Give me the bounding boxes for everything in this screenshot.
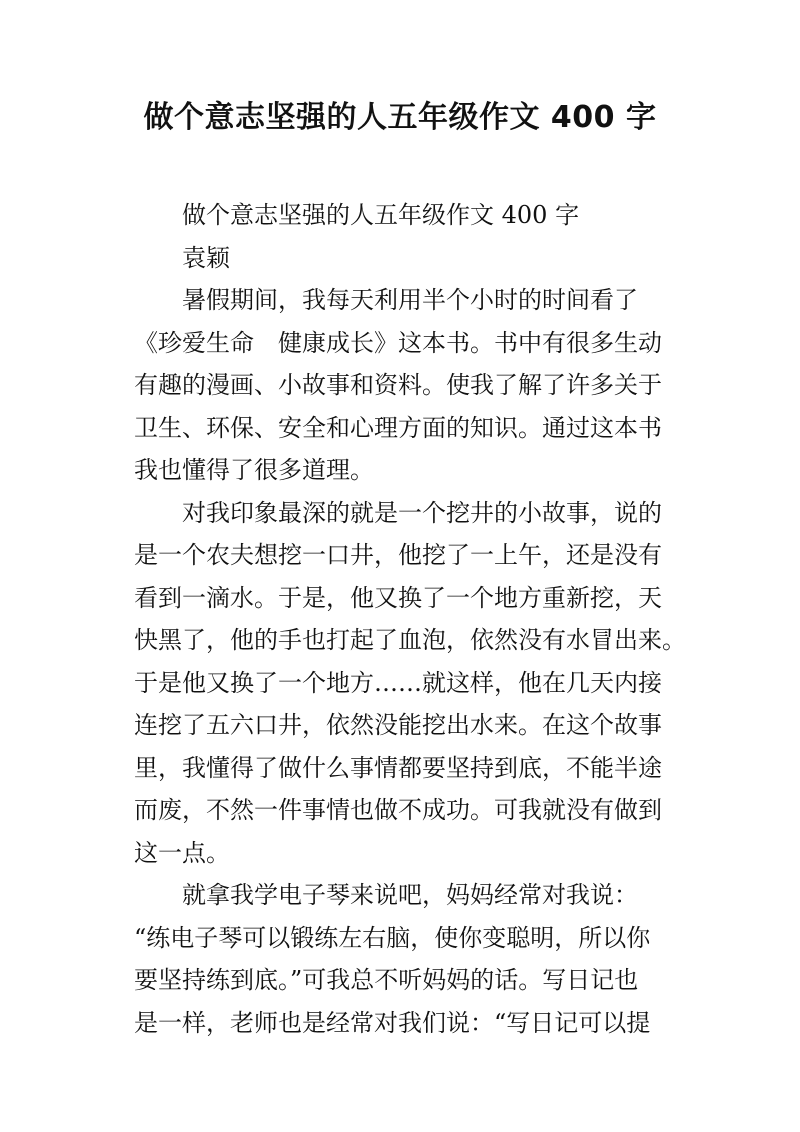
paragraph-2-line-9: 这一点。 — [134, 838, 230, 867]
paragraph-2-line-6: 连挖了五六口井，依然没能挖出水来。在这个故事 — [134, 711, 662, 739]
paragraph-3-line-3: 要坚持练到底。”可我总不听妈妈的话。写日记也 — [134, 966, 639, 994]
paragraph-2-line-4: 快黑了，他的手也打起了血泡，依然没有水冒出来。 — [134, 626, 686, 654]
paragraph-1-line-1: 暑假期间，我每天利用半个小时的时间看了 — [182, 286, 638, 314]
paragraph-1-line-4: 卫生、环保、安全和心理方面的知识。通过这本书 — [134, 413, 662, 442]
subtitle-line: 做个意志坚强的人五年级作文 400 字 — [182, 201, 580, 229]
paragraph-1-line-3: 有趣的漫画、小故事和资料。使我了解了许多关于 — [134, 371, 662, 399]
paragraph-3-line-2: “练电子琴可以锻练左右脑，使你变聪明，所以你 — [134, 923, 651, 952]
paragraph-3-line-1: 就拿我学电子琴来说吧，妈妈经常对我说： — [182, 881, 638, 909]
document-title: 做个意志坚强的人五年级作文 400 字 — [143, 100, 657, 135]
paragraph-2-line-5: 于是他又换了一个地方……就这样，他在几天内接 — [134, 668, 662, 697]
paragraph-1-line-5: 我也懂得了很多道理。 — [134, 456, 374, 484]
author-line: 袁颖 — [182, 243, 230, 272]
paragraph-3-line-4: 是一样，老师也是经常对我们说：“写日记可以提 — [134, 1008, 651, 1037]
paragraph-2-line-1: 对我印象最深的就是一个挖井的小故事，说的 — [182, 498, 662, 527]
paragraph-2-line-8: 而废，不然一件事情也做不成功。可我就没有做到 — [134, 796, 662, 824]
paragraph-2-line-7: 里，我懂得了做什么事情都要坚持到底，不能半途 — [134, 753, 662, 782]
document-body — [134, 194, 686, 1044]
paragraph-2-line-3: 看到一滴水。于是，他又换了一个地方重新挖，天 — [134, 583, 662, 612]
paragraph-2-line-2: 是一个农夫想挖一口井，他挖了一上午，还是没有 — [134, 541, 662, 569]
paragraph-1-line-2: 《珍爱生命 健康成长》这本书。书中有很多生动 — [134, 328, 662, 357]
